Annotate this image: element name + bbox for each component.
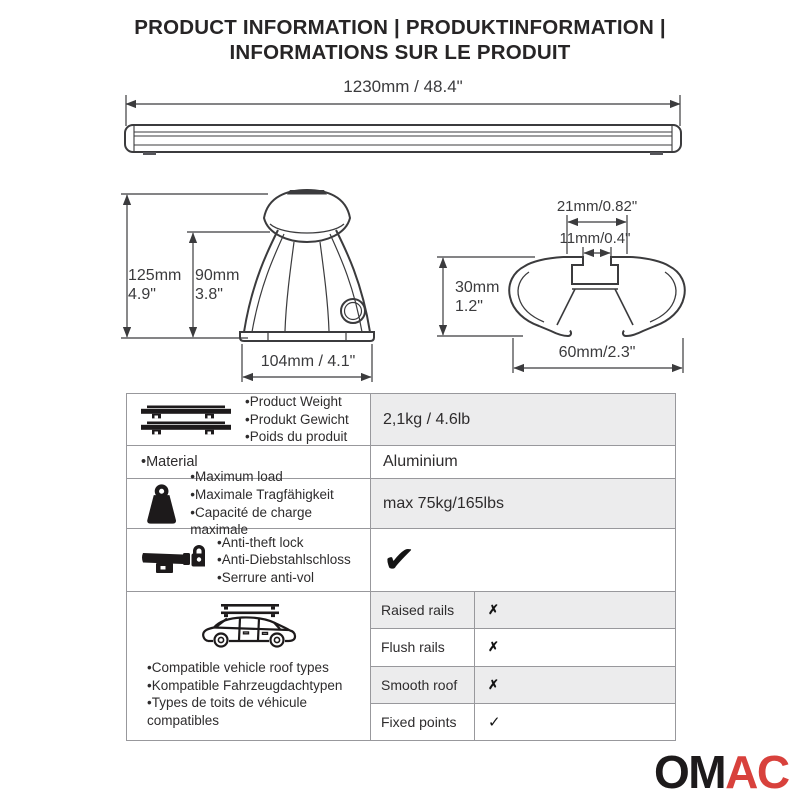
roof-types-label-cell — [127, 592, 371, 740]
profile-base-width-label: 60mm/2.3" — [558, 344, 636, 361]
table-row-roof-types — [127, 591, 675, 740]
subrow-raised-rails — [371, 592, 675, 628]
profile-height-in-label: 1.2" — [455, 298, 483, 315]
fixed-points-mark: ✓ — [488, 713, 501, 731]
foot-upper-in-label: 3.8" — [195, 286, 223, 303]
spec-table — [126, 393, 676, 741]
table-row-anti-theft — [127, 528, 675, 591]
label-max-load-de: •Maximale Tragfähigkeit — [190, 486, 334, 502]
flush-rails-value-cell — [475, 629, 675, 665]
max-load-value-cell — [371, 479, 675, 528]
smooth-roof-value-cell — [475, 667, 675, 703]
subrow-smooth-roof — [371, 666, 675, 703]
smooth-roof-mark: ✗ — [488, 676, 499, 692]
crossbars-icon — [141, 404, 233, 436]
page-title-line2: INFORMATIONS SUR LE PRODUIT — [229, 41, 571, 65]
foot-upper-height-dimension — [187, 232, 270, 337]
flush-rails-mark: ✗ — [488, 639, 499, 655]
bar-profile-diagram — [425, 192, 700, 382]
fixed-points-label: Fixed points — [371, 704, 475, 740]
material-value: Aluminium — [383, 453, 458, 470]
max-load-label-cell — [127, 469, 371, 538]
roof-types-subtable — [371, 592, 675, 740]
material-label: •Material — [141, 454, 198, 470]
profile-height-mm-label: 30mm — [455, 279, 500, 296]
omac-logo-black-part: OM — [654, 746, 726, 798]
page-title-line1: PRODUCT INFORMATION | PRODUKTINFORMATION | — [134, 16, 666, 39]
crossbar-length-diagram — [118, 76, 688, 166]
fixed-points-value-cell — [475, 704, 675, 740]
anti-theft-value-cell — [371, 529, 675, 591]
raised-rails-value-cell — [475, 592, 675, 628]
label-anti-theft-en: •Anti-theft lock — [217, 534, 304, 550]
weight-icon — [142, 483, 181, 525]
bar-length-dimension-lines — [126, 95, 680, 126]
mounting-foot-diagram — [118, 180, 418, 385]
foot-upper-mm-label: 90mm — [195, 267, 240, 284]
label-max-load-fr: •Capacité de charge maximale — [190, 504, 313, 538]
flush-rails-label: Flush rails — [371, 629, 475, 665]
bar-length-dimension-label: 1230mm / 48.4" — [343, 77, 463, 96]
anti-theft-label-cell — [127, 529, 371, 591]
page-title — [0, 15, 800, 66]
label-product-weight-fr: •Poids du produit — [245, 429, 348, 445]
label-anti-theft-fr: •Serrure anti-vol — [217, 569, 315, 585]
product-weight-label-cell — [127, 394, 371, 445]
car-with-roof-rack-icon — [201, 602, 297, 650]
subrow-fixed-points — [371, 703, 675, 740]
label-product-weight-en: •Product Weight — [245, 394, 342, 410]
material-value-cell — [371, 446, 675, 478]
label-roof-types-fr: •Types de toits de véhicule compatibles — [147, 695, 308, 728]
crossbar-side-drawing — [125, 125, 681, 155]
foot-base-width-label: 104mm / 4.1" — [260, 353, 356, 370]
label-product-weight-de: •Produkt Gewicht — [245, 411, 349, 427]
label-anti-theft-de: •Anti-Diebstahlschloss — [217, 552, 351, 568]
table-row-product-weight — [127, 394, 675, 445]
profile-slot-width-dimension — [583, 247, 611, 258]
raised-rails-label: Raised rails — [371, 592, 475, 628]
max-load-value: max 75kg/165lbs — [383, 494, 504, 512]
foot-height-in-label: 4.9" — [128, 286, 156, 303]
raised-rails-mark: ✗ — [488, 602, 499, 618]
profile-cross-section-drawing — [509, 257, 685, 336]
profile-channel-width-label: 21mm/0.82" — [556, 198, 638, 215]
anti-theft-checkmark: ✔ — [381, 538, 417, 583]
label-roof-types-de: •Kompatible Fahrzeugdachtypen — [147, 677, 343, 693]
label-roof-types-en: •Compatible vehicle roof types — [147, 660, 329, 675]
omac-logo — [654, 746, 789, 798]
product-weight-value: 2,1kg / 4.6lb — [383, 410, 471, 428]
subrow-flush-rails — [371, 628, 675, 665]
smooth-roof-label: Smooth roof — [371, 667, 475, 703]
mounting-foot-drawing — [240, 190, 374, 341]
product-weight-labels — [245, 393, 349, 446]
profile-slot-width-label: 11mm/0.4" — [559, 230, 631, 247]
car-icon-wrap — [201, 602, 370, 655]
foot-height-mm-label: 125mm — [128, 267, 182, 284]
product-weight-value-cell — [371, 394, 675, 445]
lock-icon — [141, 541, 205, 579]
table-row-max-load — [127, 469, 675, 538]
roof-types-labels — [127, 659, 361, 729]
omac-logo-red-part: AC — [725, 746, 789, 798]
anti-theft-labels — [217, 534, 351, 587]
label-max-load-en: •Maximum load — [190, 469, 283, 485]
